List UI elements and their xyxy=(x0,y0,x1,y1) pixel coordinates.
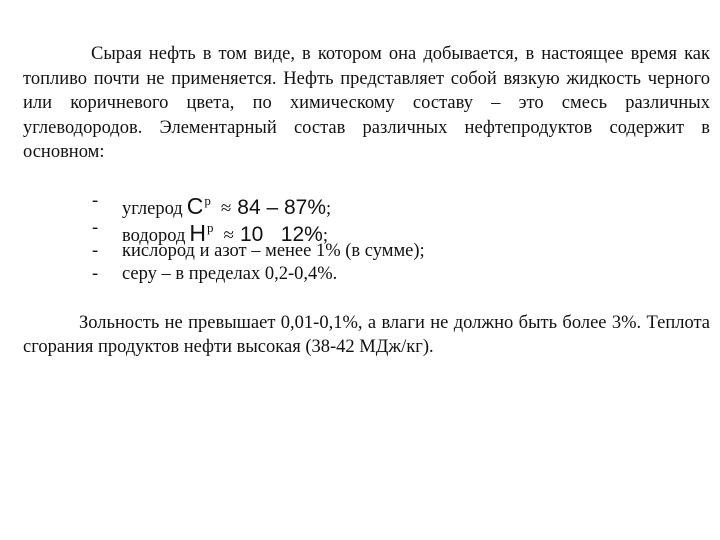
list-dash: - xyxy=(92,218,99,238)
hydrogen-label: водород xyxy=(122,226,186,246)
hydrogen-approx-sign: ≈ xyxy=(223,225,234,246)
list-dash: - xyxy=(92,191,99,211)
carbon-end: ; xyxy=(326,199,332,219)
hydrogen-superscript: р xyxy=(207,220,214,235)
carbon-label: углерод xyxy=(122,199,183,219)
carbon-superscript: р xyxy=(204,193,211,208)
hydrogen-end: ; xyxy=(322,226,328,246)
oxygen-nitrogen-text: кислород и азот – менее 1% (в сумме); xyxy=(122,241,425,261)
hydrogen-symbol: H xyxy=(189,220,206,246)
list-dash: - xyxy=(92,241,99,261)
list-item-hydrogen xyxy=(92,216,692,246)
list-dash: - xyxy=(92,264,99,284)
hydrogen-value: 10 12% xyxy=(239,223,323,246)
intro-paragraph: Сырая нефть в том виде, в котором она добывается, в настоящее время как топливо почти не применяется. Нефть представляет собой вязкую жидкость черного или коричневого цвета, по химическому составу – это смесь различных углеводородов. Элементарный состав различных нефтепродуктов содержит в основном: xyxy=(23,44,710,162)
sulfur-text: серу – в пределах 0,2-0,4%. xyxy=(122,264,338,284)
list-item-oxygen-nitrogen xyxy=(92,240,692,263)
carbon-value: 84 – 87% xyxy=(237,196,327,219)
list-item-carbon xyxy=(92,186,692,219)
carbon-symbol: C xyxy=(186,193,204,219)
conclusion-paragraph: Зольность не превышает 0,01-0,1%, а влаги не должно быть более 3%. Теплота сгорания продуктов нефти высокая (38-42 МДж/кг). xyxy=(23,313,710,357)
composition-list xyxy=(92,186,692,286)
list-item-sulfur xyxy=(92,263,692,286)
carbon-approx-sign: ≈ xyxy=(220,198,232,219)
